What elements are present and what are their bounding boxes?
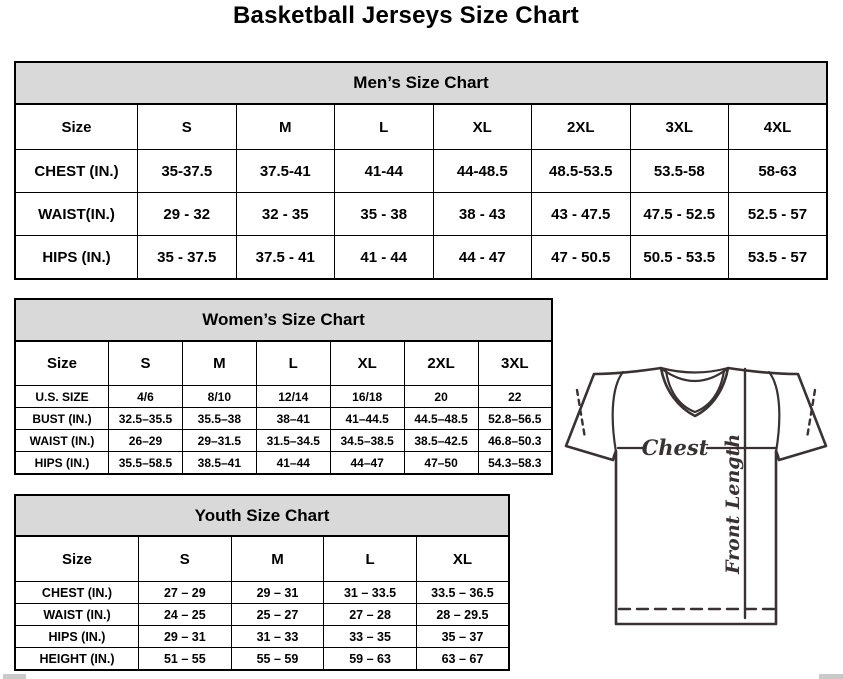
value-cell: 53.5-58 (630, 150, 729, 193)
value-cell: 58-63 (729, 150, 828, 193)
size-column-header: XL (330, 341, 404, 386)
size-label-header: Size (15, 536, 139, 582)
value-cell: 26–29 (109, 430, 183, 452)
value-cell: 41-44 (335, 150, 434, 193)
value-cell: 16/18 (330, 386, 404, 408)
size-column-header: L (256, 341, 330, 386)
size-column-header: S (109, 341, 183, 386)
value-cell: 8/10 (182, 386, 256, 408)
size-column-header: S (138, 104, 237, 150)
value-cell: 50.5 - 53.5 (630, 236, 729, 280)
value-cell: 20 (404, 386, 478, 408)
table-row (15, 582, 509, 604)
chest-label: Chest (641, 435, 709, 460)
table-row (15, 648, 509, 671)
value-cell: 37.5 - 41 (236, 236, 335, 280)
value-cell: 41–44 (256, 452, 330, 475)
size-column-header: 3XL (478, 341, 552, 386)
table-row (15, 430, 552, 452)
table-row (15, 626, 509, 648)
value-cell: 48.5-53.5 (532, 150, 631, 193)
table-row (15, 193, 827, 236)
value-cell: 46.8–50.3 (478, 430, 552, 452)
size-column-header: 2XL (532, 104, 631, 150)
row-label-cell: HIPS (IN.) (15, 452, 109, 475)
mens-table-body (15, 150, 827, 280)
row-label-cell: WAIST(IN.) (15, 193, 138, 236)
table-row (15, 452, 552, 475)
value-cell: 35.5–58.5 (109, 452, 183, 475)
size-column-header: 2XL (404, 341, 478, 386)
size-column-header: M (231, 536, 324, 582)
womens-size-table (14, 340, 553, 475)
row-label-cell: WAIST (IN.) (15, 604, 139, 626)
value-cell: 55 – 59 (231, 648, 324, 671)
mens-size-table (14, 103, 828, 280)
size-column-header: L (335, 104, 434, 150)
value-cell: 44 - 47 (433, 236, 532, 280)
size-column-header: 3XL (630, 104, 729, 150)
value-cell: 35-37.5 (138, 150, 237, 193)
mens-chart-title: Men’s Size Chart (14, 61, 828, 105)
womens-chart-title: Women’s Size Chart (14, 298, 553, 342)
size-column-header: XL (416, 536, 509, 582)
value-cell: 44-48.5 (433, 150, 532, 193)
value-cell: 35.5–38 (182, 408, 256, 430)
womens-table-body (15, 386, 552, 475)
youth-chart-title: Youth Size Chart (14, 494, 510, 537)
value-cell: 35 – 37 (416, 626, 509, 648)
value-cell: 44–47 (330, 452, 404, 475)
jersey-outline (566, 368, 826, 624)
size-column-header: 4XL (729, 104, 828, 150)
value-cell: 25 – 27 (231, 604, 324, 626)
value-cell: 34.5–38.5 (330, 430, 404, 452)
value-cell: 35 - 37.5 (138, 236, 237, 280)
value-cell: 53.5 - 57 (729, 236, 828, 280)
table-row (15, 408, 552, 430)
value-cell: 38–41 (256, 408, 330, 430)
youth-header-row (15, 536, 509, 582)
value-cell: 54.3–58.3 (478, 452, 552, 475)
collar-top-line (661, 368, 728, 373)
value-cell: 27 – 29 (139, 582, 232, 604)
value-cell: 37.5-41 (236, 150, 335, 193)
value-cell: 29 - 32 (138, 193, 237, 236)
value-cell: 38.5–42.5 (404, 430, 478, 452)
value-cell: 52.5 - 57 (729, 193, 828, 236)
value-cell: 35 - 38 (335, 193, 434, 236)
value-cell: 12/14 (256, 386, 330, 408)
value-cell: 43 - 47.5 (532, 193, 631, 236)
value-cell: 32.5–35.5 (109, 408, 183, 430)
page-title: Basketball Jerseys Size Chart (233, 2, 579, 29)
value-cell: 47 - 50.5 (532, 236, 631, 280)
value-cell: 44.5–48.5 (404, 408, 478, 430)
table-row (15, 236, 827, 280)
value-cell: 33 – 35 (324, 626, 417, 648)
row-label-cell: HIPS (IN.) (15, 626, 139, 648)
value-cell: 28 – 29.5 (416, 604, 509, 626)
table-row (15, 150, 827, 193)
row-label-cell: BUST (IN.) (15, 408, 109, 430)
row-label-cell: HIPS (IN.) (15, 236, 138, 280)
value-cell: 31 – 33.5 (324, 582, 417, 604)
value-cell: 38.5–41 (182, 452, 256, 475)
scrollbar-remnant-right (819, 674, 843, 679)
jersey-measurement-diagram (556, 356, 838, 632)
value-cell: 51 – 55 (139, 648, 232, 671)
front-length-label: Front Length (722, 433, 744, 574)
womens-size-chart-panel (14, 298, 553, 475)
value-cell: 47.5 - 52.5 (630, 193, 729, 236)
value-cell: 63 – 67 (416, 648, 509, 671)
table-row (15, 386, 552, 408)
size-label-header: Size (15, 341, 109, 386)
value-cell: 29–31.5 (182, 430, 256, 452)
size-column-header: L (324, 536, 417, 582)
size-column-header: M (236, 104, 335, 150)
row-label-cell: U.S. SIZE (15, 386, 109, 408)
value-cell: 41–44.5 (330, 408, 404, 430)
value-cell: 29 – 31 (139, 626, 232, 648)
value-cell: 24 – 25 (139, 604, 232, 626)
youth-size-table (14, 535, 510, 671)
size-label-header: Size (15, 104, 138, 150)
left-armhole-seam (613, 372, 623, 452)
row-label-cell: HEIGHT (IN.) (15, 648, 139, 671)
youth-size-chart-panel (14, 494, 510, 671)
value-cell: 31.5–34.5 (256, 430, 330, 452)
value-cell: 52.8–56.5 (478, 408, 552, 430)
value-cell: 33.5 – 36.5 (416, 582, 509, 604)
size-column-header: XL (433, 104, 532, 150)
youth-table-body (15, 582, 509, 671)
value-cell: 31 – 33 (231, 626, 324, 648)
value-cell: 27 – 28 (324, 604, 417, 626)
value-cell: 29 – 31 (231, 582, 324, 604)
value-cell: 4/6 (109, 386, 183, 408)
scrollbar-remnant-left (3, 674, 26, 679)
value-cell: 38 - 43 (433, 193, 532, 236)
row-label-cell: CHEST (IN.) (15, 150, 138, 193)
table-row (15, 604, 509, 626)
mens-size-chart-panel (14, 61, 828, 280)
row-label-cell: WAIST (IN.) (15, 430, 109, 452)
value-cell: 22 (478, 386, 552, 408)
womens-header-row (15, 341, 552, 386)
value-cell: 41 - 44 (335, 236, 434, 280)
row-label-cell: CHEST (IN.) (15, 582, 139, 604)
value-cell: 47–50 (404, 452, 478, 475)
mens-header-row (15, 104, 827, 150)
value-cell: 59 – 63 (324, 648, 417, 671)
value-cell: 32 - 35 (236, 193, 335, 236)
right-armhole-seam (769, 372, 779, 452)
size-column-header: S (139, 536, 232, 582)
size-column-header: M (182, 341, 256, 386)
